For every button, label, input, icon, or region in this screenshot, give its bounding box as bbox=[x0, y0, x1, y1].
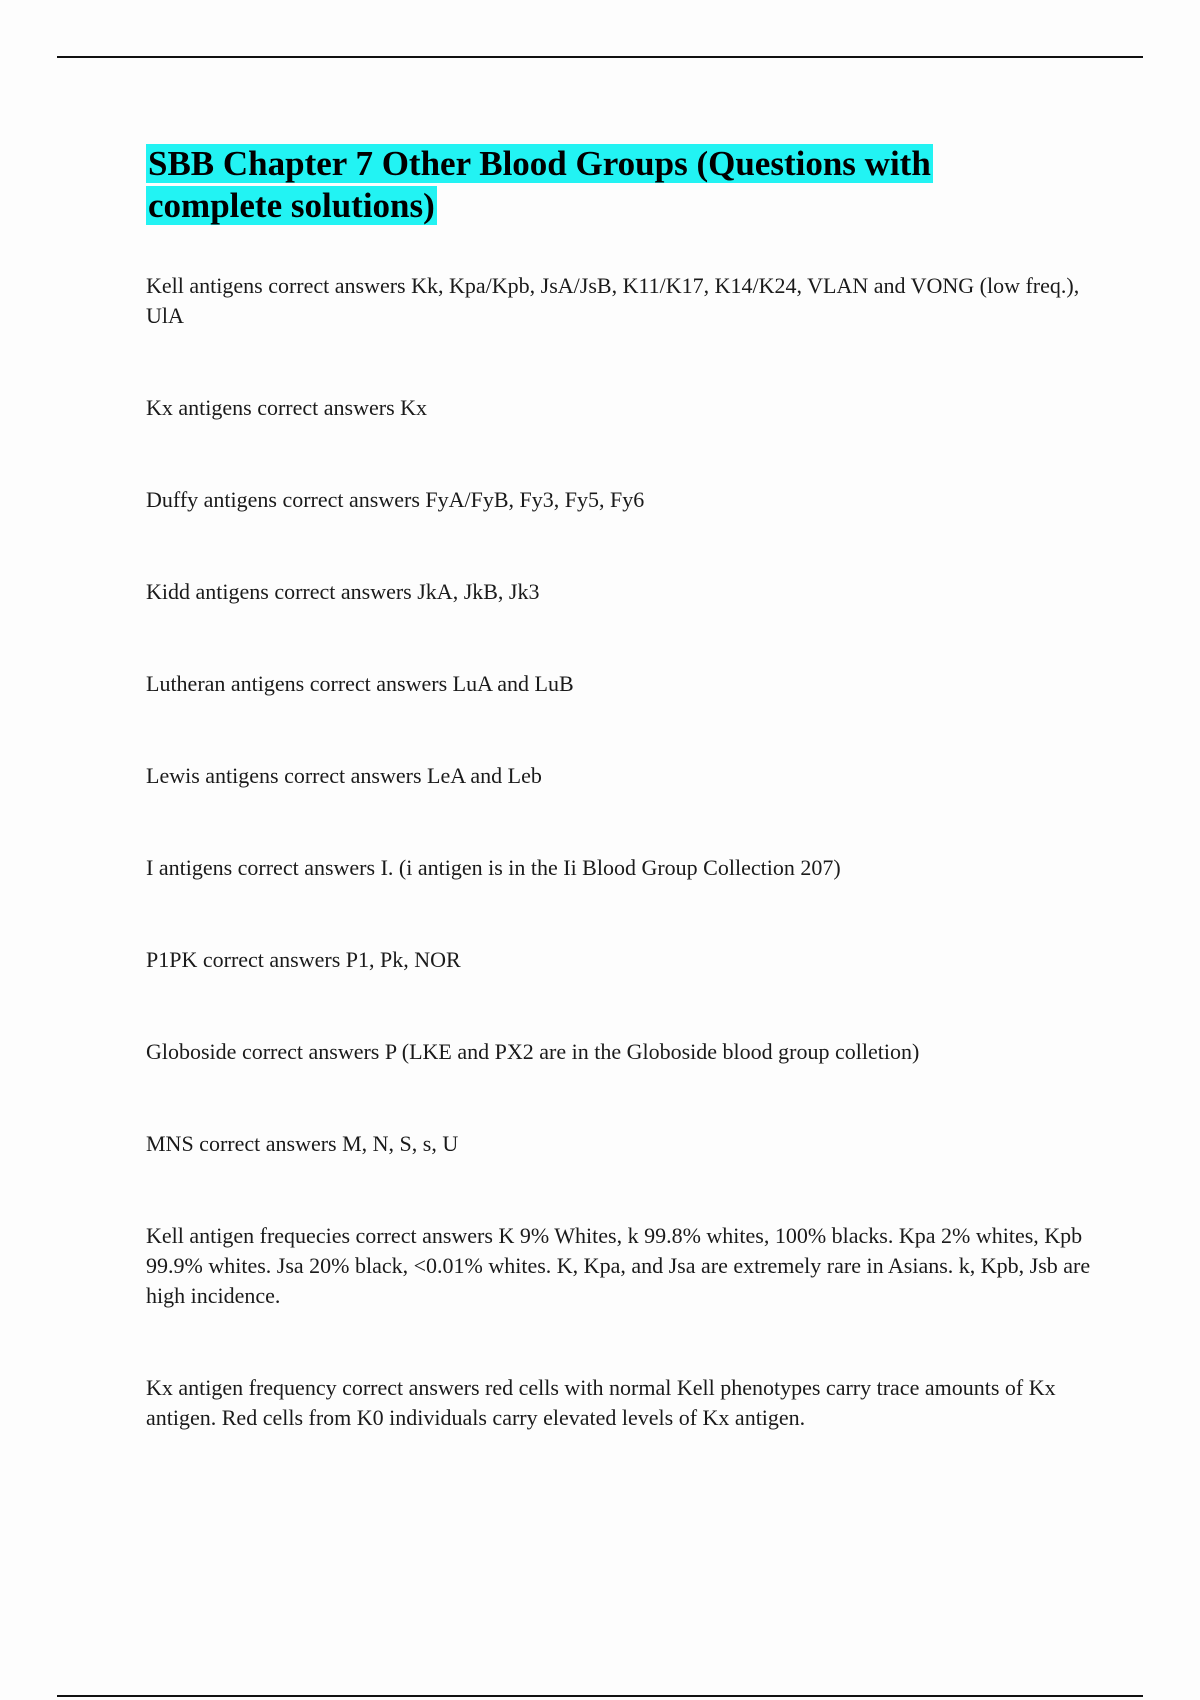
qa-item-lutheran-antigens: Lutheran antigens correct answers LuA and LuB bbox=[146, 671, 574, 696]
qa-item-mns: MNS correct answers M, N, S, s, U bbox=[146, 1131, 459, 1156]
bottom-rule bbox=[57, 1695, 1143, 1697]
document-body bbox=[146, 143, 1096, 1433]
qa-item-kell-frequencies: Kell antigen frequecies correct answers K 9% Whites, k 99.8% whites, 100% blacks. Kpa 2% whites, Kpb 99.9% whites. Jsa 20% black, <0.01% whites. K, Kpa, and Jsa are extremely rare in Asians. k, Kpb, Jsb are high incidence. bbox=[146, 1223, 1091, 1308]
qa-item-kell-antigens: Kell antigens correct answers Kk, Kpa/Kpb, JsA/JsB, K11/K17, K14/K24, VLAN and VONG (low freq.), UlA bbox=[146, 273, 1080, 328]
qa-item-globoside: Globoside correct answers P (LKE and PX2 are in the Globoside blood group colletion) bbox=[146, 1039, 920, 1064]
qa-item-i-antigens: I antigens correct answers I. (i antigen is in the Ii Blood Group Collection 207) bbox=[146, 855, 841, 880]
document-title bbox=[146, 143, 956, 227]
qa-item-p1pk: P1PK correct answers P1, Pk, NOR bbox=[146, 947, 461, 972]
qa-list bbox=[146, 271, 1096, 1433]
qa-item-duffy-antigens: Duffy antigens correct answers FyA/FyB, Fy3, Fy5, Fy6 bbox=[146, 487, 645, 512]
top-rule bbox=[57, 56, 1143, 58]
qa-item-kx-antigens: Kx antigens correct answers Kx bbox=[146, 395, 428, 420]
title-highlight: SBB Chapter 7 Other Blood Groups (Questions with complete solutions) bbox=[148, 144, 931, 225]
qa-item-kx-frequency: Kx antigen frequency correct answers red cells with normal Kell phenotypes carry trace amounts of Kx antigen. Red cells from K0 individuals carry elevated levels of Kx antigen. bbox=[146, 1375, 1056, 1430]
qa-item-lewis-antigens: Lewis antigens correct answers LeA and Leb bbox=[146, 763, 542, 788]
qa-item-kidd-antigens: Kidd antigens correct answers JkA, JkB, Jk3 bbox=[146, 579, 540, 604]
